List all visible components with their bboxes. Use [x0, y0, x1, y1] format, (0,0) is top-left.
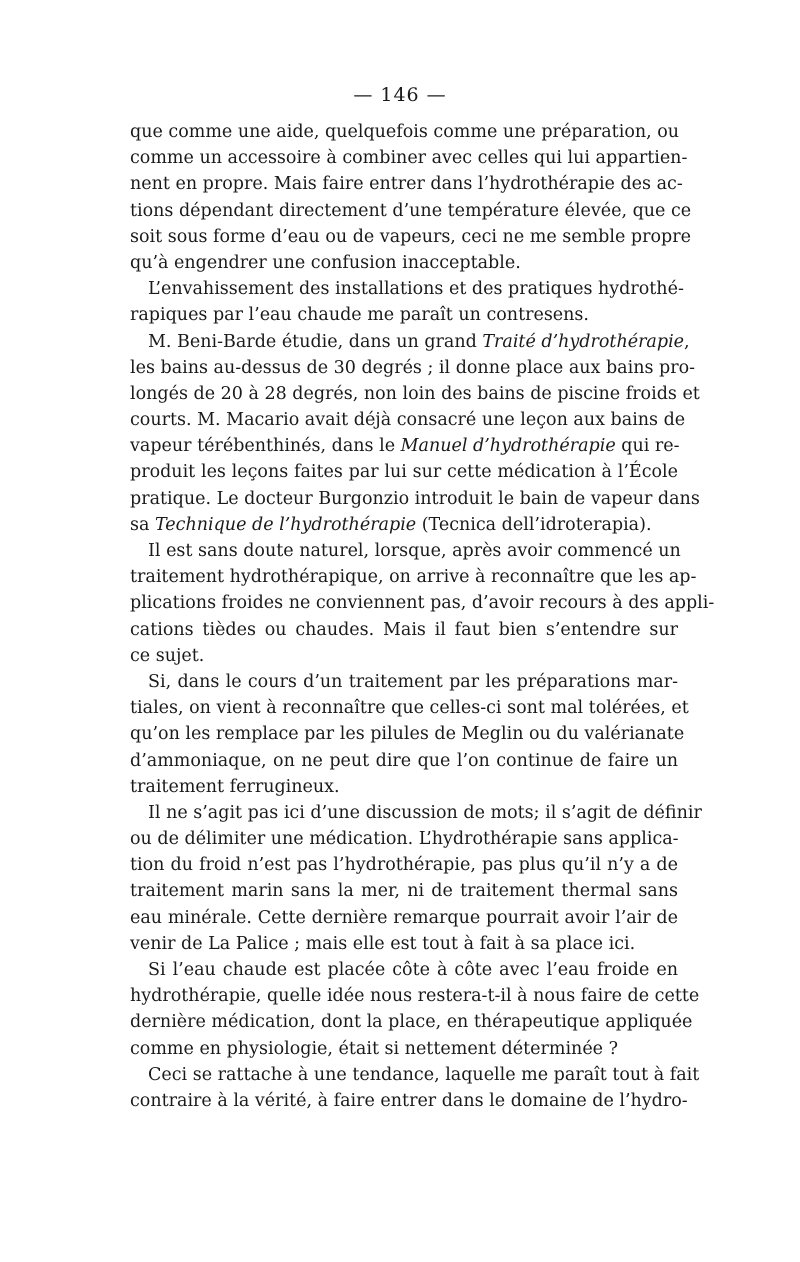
- text-line: L’envahissement des installations et des pratiques hydrothé-: [148, 279, 684, 300]
- text-line: courts. M. Macario avait déjà consacré une leçon aux bains de: [130, 410, 686, 431]
- text-line: plications froides ne conviennent pas, d’avoir recours à des appli-: [130, 593, 715, 614]
- text-line: tions dépendant directement d’une température élevée, que ce: [130, 200, 692, 221]
- text-line: longés de 20 à 28 degrés, non loin des bains de piscine froids et: [130, 383, 700, 404]
- text-line: comme un accessoire à combiner avec celles qui lui appartien-: [130, 148, 688, 169]
- text-segment: vapeur térébenthinés, dans le: [130, 436, 401, 457]
- text-line: eau minérale. Cette dernière remarque pourrait avoir l’air de: [130, 907, 678, 928]
- text-line: [130, 433, 678, 459]
- text-line: rapiques par l’eau chaude me paraît un contresens.: [130, 305, 589, 326]
- body-text: [130, 119, 715, 1114]
- text-line: comme en physiologie, était si nettement déterminée ?: [130, 1038, 618, 1059]
- text-line: Si, dans le cours d’un traitement par les préparations mar-: [148, 671, 678, 692]
- text-line: tion du froid n’est pas l’hydrothérapie, pas plus qu’il n’y a de: [130, 855, 678, 876]
- book-title-italic: Technique de l’hydrothérapie: [154, 514, 417, 535]
- text-line: qu’on les remplace par les pilules de Meglin ou du valérianate: [130, 724, 685, 745]
- text-line: traitement hydrothérapique, on arrive à reconnaître que les ap-: [130, 567, 697, 588]
- text-line: les bains au-dessus de 30 degrés ; il donne place aux bains pro-: [130, 357, 696, 378]
- book-title-italic: Manuel d’hydrothérapie: [400, 436, 616, 457]
- text-line: Si l’eau chaude est placée côte à côte avec l’eau froide en: [148, 960, 678, 980]
- text-segment: qui re-: [615, 436, 680, 457]
- text-line: Il est sans doute naturel, lorsque, après avoir commencé un: [148, 541, 681, 561]
- text-line: [130, 512, 678, 538]
- text-line: hydrothérapie, quelle idée nous restera-t-il à nous faire de cette: [130, 986, 700, 1007]
- text-line: traitement ferrugineux.: [130, 776, 340, 797]
- text-line: traitement marin sans la mer, ni de traitement thermal sans: [130, 881, 678, 902]
- text-segment: M. Beni-Barde étudie, dans un grand: [148, 331, 483, 352]
- text-segment: sa: [130, 514, 155, 535]
- text-line: pratique. Le docteur Burgonzio introduit le bain de vapeur dans: [130, 488, 700, 509]
- page-number: — 146 —: [353, 84, 447, 106]
- text-line: nent en propre. Mais faire entrer dans l’hydrothérapie des ac-: [130, 174, 683, 195]
- text-line: cations tièdes ou chaudes. Mais il faut bien s’entendre sur: [130, 619, 678, 640]
- text-line: qu’à engendrer une confusion inacceptable.: [130, 252, 521, 273]
- text-line: ce sujet.: [130, 645, 205, 666]
- text-line: contraire à la vérité, à faire entrer dans le domaine de l’hydro-: [130, 1090, 688, 1111]
- text-line: soit sous forme d’eau ou de vapeurs, ceci ne me semble propre: [130, 226, 691, 247]
- book-title-italic: Traité d’hydrothérapie: [482, 331, 685, 352]
- text-line: dernière médication, dont la place, en thérapeutique appliquée: [130, 1012, 693, 1033]
- text-line: [130, 329, 690, 355]
- text-line: d’ammoniaque, on ne peut dire que l’on continue de faire un: [130, 750, 678, 771]
- text-line: Il ne s’agit pas ici d’une discussion de mots; il s’agit de définir: [148, 802, 702, 823]
- text-line: que comme une aide, quelquefois comme une préparation, ou: [130, 122, 680, 142]
- text-segment: (Tecnica dell’idroterapia).: [416, 514, 652, 535]
- text-line: tiales, on vient à reconnaître que celles-ci sont mal tolérées, et: [130, 698, 689, 719]
- text-line: ou de délimiter une médication. L’hydrothérapie sans applica-: [130, 829, 679, 850]
- text-line: Ceci se rattache à une tendance, laquelle me paraît tout à fait: [148, 1064, 700, 1085]
- text-line: produit les leçons faites par lui sur cette médication à l’École: [130, 462, 678, 483]
- text-segment: ,: [684, 331, 690, 352]
- text-line: venir de La Palice ; mais elle est tout à fait à sa place ici.: [130, 933, 636, 954]
